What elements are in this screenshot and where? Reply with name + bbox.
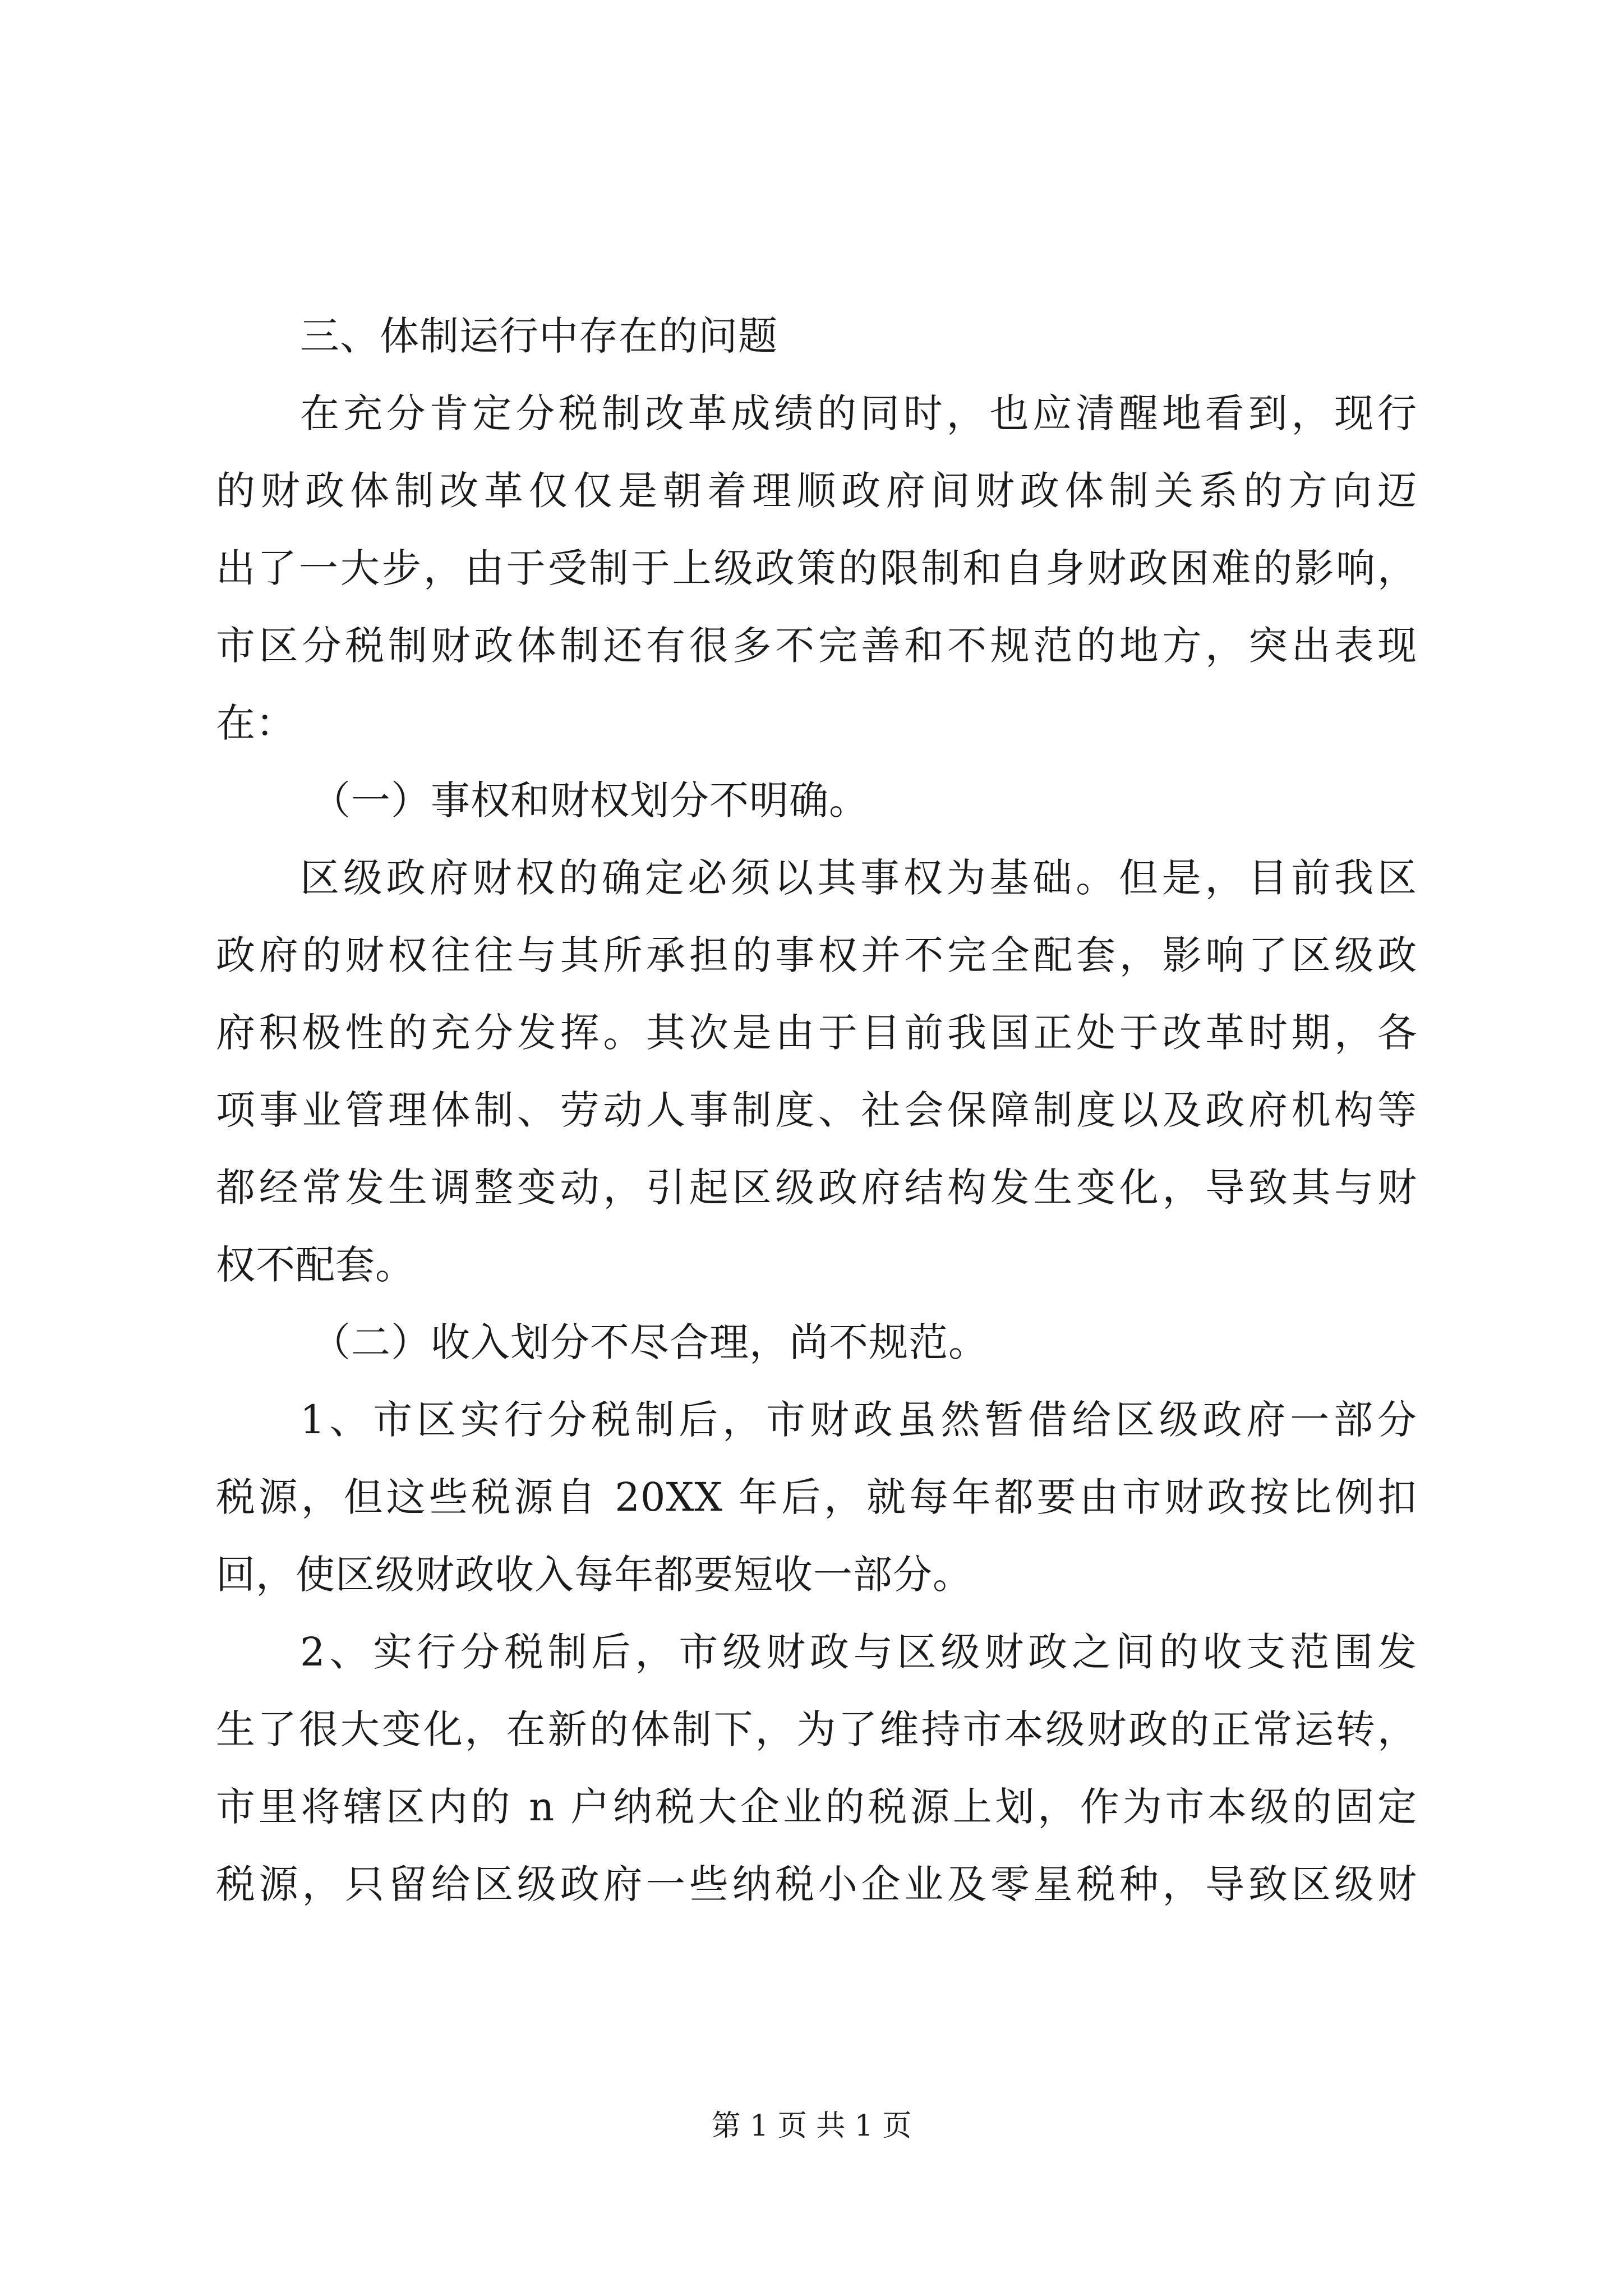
paragraph-line: 区级政府财权的确定必须以其事权为基础。但是，目前我区 [300, 855, 1417, 901]
paragraph-line: 都经常发生调整变动，引起区级政府结构发生变化，导致其与财 [216, 1165, 1417, 1211]
paragraph-line: 的财政体制改革仅仅是朝着理顺政府间财政体制关系的方向迈 [216, 468, 1417, 514]
paragraph-line: 回，使区级财政收入每年都要短收一部分。 [216, 1552, 972, 1598]
document-body [216, 297, 1417, 1923]
paragraph-line: 市区分税制财政体制还有很多不完善和不规范的地方，突出表现 [216, 623, 1417, 669]
paragraph-line: 府积极性的充分发挥。其次是由于目前我国正处于改革时期，各 [216, 1010, 1417, 1056]
page-footer: 第 1 页 共 1 页 [711, 2109, 912, 2143]
paragraph-line: 在： [216, 700, 296, 746]
paragraph-line: 项事业管理体制、劳动人事制度、社会保障制度以及政府机构等 [216, 1087, 1417, 1133]
paragraph-line: 1、市区实行分税制后，市财政虽然暂借给区级政府一部分 [300, 1397, 1417, 1443]
paragraph-line: 市里将辖区内的 n 户纳税大企业的税源上划，作为市本级的固定 [216, 1784, 1417, 1830]
paragraph-line: 税源，只留给区级政府一些纳税小企业及零星税种，导致区级财 [216, 1861, 1417, 1907]
paragraph-line: 税源，但这些税源自 20XX 年后，就每年都要由市财政按比例扣 [216, 1474, 1417, 1520]
subheading-one: （一）事权和财权划分不明确。 [311, 777, 869, 823]
paragraph-line: 生了很大变化，在新的体制下，为了维持市本级财政的正常运转， [216, 1706, 1417, 1752]
paragraph-line: 权不配套。 [216, 1242, 415, 1288]
section-heading: 三、体制运行中存在的问题 [300, 313, 778, 359]
paragraph-line: 在充分肯定分税制改革成绩的同时，也应清醒地看到，现行 [300, 390, 1417, 436]
paragraph-line: 出了一大步，由于受制于上级政策的限制和自身财政困难的影响， [216, 545, 1417, 591]
subheading-two: （二）收入划分不尽合理，尚不规范。 [311, 1319, 988, 1365]
paragraph-line: 2、实行分税制后，市级财政与区级财政之间的收支范围发 [300, 1629, 1417, 1675]
paragraph-line: 政府的财权往往与其所承担的事权并不完全配套，影响了区级政 [216, 932, 1417, 978]
